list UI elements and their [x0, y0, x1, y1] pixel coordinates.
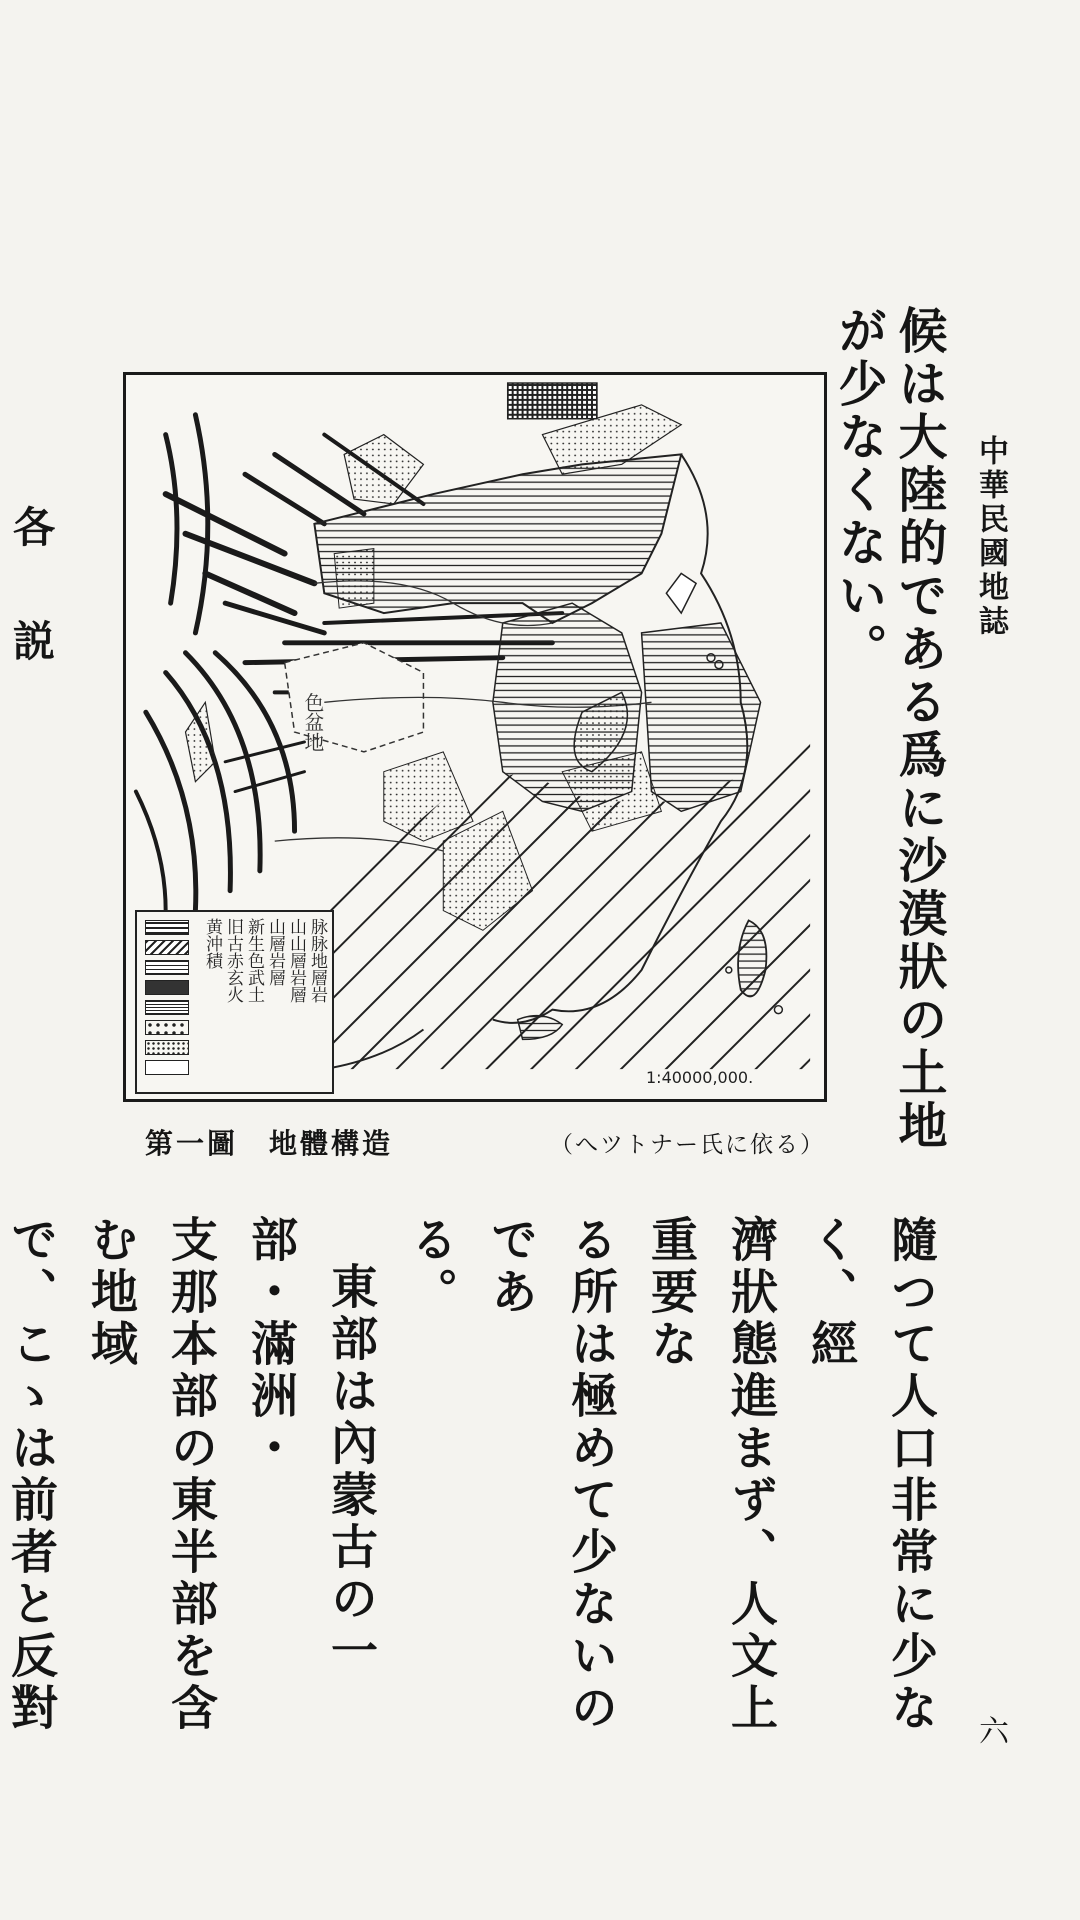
- page-number: 六: [973, 1715, 1008, 1745]
- legend-swatch: [145, 1040, 189, 1055]
- figure-caption: [145, 1122, 825, 1172]
- legend-swatch: [145, 1020, 189, 1035]
- map-legend: [135, 910, 334, 1094]
- text-line: る。: [403, 1215, 458, 1319]
- legend-label: 脉脉地層岩: [307, 918, 327, 1003]
- legend-swatch: [145, 920, 189, 935]
- legend-swatch: [145, 940, 189, 955]
- body-text-bottom: [3, 1215, 950, 1780]
- legend-label: 山層岩層: [265, 918, 285, 986]
- legend-swatch: [145, 1060, 189, 1075]
- legend-swatch: [145, 980, 189, 995]
- caption-label: 第一圖 地體構造: [145, 1127, 394, 1160]
- map-scale: 1:40000,000.: [646, 1068, 754, 1087]
- legend-swatches: [145, 920, 191, 1080]
- side-title: 各説: [7, 505, 56, 733]
- legend-label: 旧古赤玄火: [223, 918, 243, 1003]
- text-line: 東部は內蒙古の一部・滿洲・: [243, 1215, 378, 1678]
- text-line: る所は極めて少ないのであ: [483, 1215, 618, 1735]
- legend-label: 黄沖積: [202, 918, 222, 969]
- map-basin-label: 色盆地: [300, 692, 324, 752]
- body-text-top: 候は大陸的である爲に沙漠狀の土地が少なくない。: [831, 305, 949, 1153]
- legend-labels: [199, 918, 327, 1088]
- running-head: 中華民國地誌: [973, 435, 1008, 639]
- text-line: 濟狀態進まず、人文上重要な: [643, 1215, 778, 1735]
- text-line: 支那本部の東半部を含む地域: [83, 1215, 218, 1735]
- geologic-map-figure: [123, 372, 827, 1102]
- legend-swatch: [145, 1000, 189, 1015]
- caption-source: （へツトナー氏に依る）: [550, 1132, 825, 1158]
- text-line: 隨つて人口非常に少なく、經: [803, 1215, 938, 1735]
- text-line: で、こゝは前者と反對: [3, 1215, 58, 1735]
- legend-label: 山山層岩層: [286, 918, 306, 1003]
- legend-swatch: [145, 960, 189, 975]
- legend-label: 新生色武土: [244, 918, 264, 1003]
